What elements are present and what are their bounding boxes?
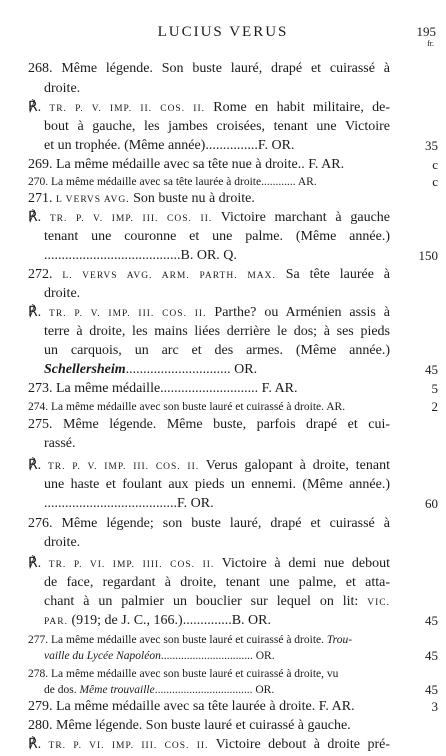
text-run: une haste et foulant aux pieds un ennemi. (Même année.)	[44, 477, 390, 492]
text-run: 278. La même médaille avec son buste lauré et cuirassé à droite, vu	[28, 668, 339, 680]
price-value: 150	[418, 248, 438, 263]
running-header	[0, 24, 446, 48]
price-value: 2	[431, 399, 438, 414]
text-line	[44, 80, 390, 100]
text-run: Rome en habit militaire, de-	[204, 100, 391, 115]
text-run: 271.	[28, 191, 56, 206]
text-line	[28, 555, 390, 575]
price-value: 5	[431, 381, 438, 396]
text-run: TR. P. V. IMP. II. COS. II.	[49, 104, 205, 114]
text-run: terre à droite, les mains liées derrière le dos; à ses pieds	[44, 324, 390, 339]
text-run: tenant une couronne et une palme. (Même année.)	[44, 229, 390, 244]
text-line	[28, 304, 390, 324]
text-line	[28, 698, 390, 718]
text-run: 277. La même médaille avec son buste lauré et cuirassé à droite.	[28, 634, 327, 646]
text-run: TR. P. V. IMP. III. COS. II.	[49, 309, 207, 319]
text-run: ......................................F. OR.	[44, 496, 214, 511]
text-line	[28, 416, 390, 436]
text-run: Sa tête laurée à	[275, 267, 391, 282]
text-run: Schellersheim	[44, 362, 126, 377]
text-line	[28, 99, 390, 119]
text-line	[44, 435, 390, 455]
text-line	[44, 647, 390, 667]
text-run: L VERVS AVG.	[56, 195, 130, 205]
price-value: c	[432, 174, 438, 189]
text-run: 280. Même légende. Son buste lauré et cuirassé à gauche.	[28, 718, 351, 733]
text-run: droite.	[44, 286, 81, 301]
text-run: .................................. OR.	[154, 684, 275, 696]
text-line	[44, 137, 390, 157]
text-line	[28, 398, 390, 418]
text-run: droite.	[44, 81, 81, 96]
text-run: L. VERVS AVG. ARM. PARTH. MAX.	[62, 271, 276, 281]
text-line	[44, 495, 390, 515]
text-line	[28, 515, 390, 535]
text-run: et un trophée. (Même année)...............F. OR.	[44, 138, 295, 153]
text-line	[44, 323, 390, 343]
price-value: 45	[425, 613, 438, 628]
text-run: Trou-	[326, 634, 353, 646]
text-line	[44, 228, 390, 248]
text-run: ℟.	[28, 556, 49, 571]
page-title: LUCIUS VERUS	[157, 24, 289, 40]
text-line	[44, 247, 390, 267]
text-line	[28, 736, 390, 756]
text-line	[28, 717, 390, 737]
currency-note: fr.	[427, 39, 434, 48]
text-run: ................................ OR.	[160, 650, 275, 662]
text-run: vaille du Lycée Napoléon	[44, 650, 161, 662]
price-value: 45	[425, 682, 438, 697]
page-number: 195	[416, 24, 436, 39]
text-run: TR. P. VI. IMP. III. COS. II.	[48, 741, 209, 751]
text-run: .......................................B. OR. Q.	[44, 248, 237, 263]
text-line	[44, 342, 390, 362]
text-run: Verus galopant à droite, tenant	[199, 458, 390, 473]
text-run: Victoire à demi nue debout	[214, 556, 390, 571]
text-run: Même trouvaille	[79, 684, 155, 696]
text-line	[44, 285, 390, 305]
text-run: (919; de J. C., 166.)..............B. OR.	[67, 613, 271, 628]
text-run: droite.	[44, 535, 81, 550]
text-run: VIC.	[367, 598, 390, 608]
text-line	[44, 118, 390, 138]
text-run: .............................. OR.	[125, 362, 258, 377]
text-run: 275. Même légende. Même buste, parfois drapé et cui-	[28, 417, 390, 432]
text-line	[28, 60, 390, 80]
price-value: 60	[425, 496, 438, 511]
text-line	[28, 209, 390, 229]
text-line	[44, 476, 390, 496]
text-run: de dos.	[44, 684, 80, 696]
text-run: PAR.	[44, 617, 68, 627]
text-run: ℟.	[28, 210, 50, 225]
text-run: TR. P. VI. IMP. IIII. COS. II.	[48, 560, 215, 570]
text-run: ℟.	[28, 100, 50, 115]
text-line	[44, 574, 390, 594]
text-run: TR. P. V. IMP. III. COS. II.	[47, 462, 200, 472]
text-run: 269. La même médaille avec sa tête nue à droite.. F. AR.	[28, 157, 345, 172]
text-run: chant à un palmier un bouclier sur lequel on lit:	[44, 594, 368, 609]
text-line	[28, 266, 390, 286]
text-run: ℟.	[28, 305, 50, 320]
price-value: 45	[425, 362, 438, 377]
text-line	[28, 457, 390, 477]
text-line	[44, 361, 390, 381]
text-run: Victoire marchant à gauche	[212, 210, 390, 225]
text-run: Victoire debout à droite pré-	[208, 737, 390, 752]
text-run: Son buste nu à droite.	[129, 191, 255, 206]
text-run: 272.	[28, 267, 63, 282]
text-run: de face, regardant à droite, tenant une palme, et atta-	[44, 575, 390, 590]
text-run: Parthe? ou Arménien assis à	[206, 305, 390, 320]
price-value: 45	[425, 648, 438, 663]
price-value: c	[432, 157, 438, 172]
text-line	[28, 190, 390, 210]
text-line	[44, 612, 390, 632]
text-run: 276. Même légende; son buste lauré, drapé et cuirassé à	[28, 516, 390, 531]
text-run: 268. Même légende. Son buste lauré, drapé et cuirassé à	[28, 61, 390, 76]
text-run: TR. P. V. IMP. III. COS. II.	[49, 214, 213, 224]
text-run: un carquois, un arc et des armes. (Même année.)	[44, 343, 390, 358]
text-run: ℟.	[28, 737, 49, 752]
text-run: bout à gauche, les jambes croisées, tenant une Victoire	[44, 119, 390, 134]
text-run: 273. La même médaille............................ F. AR.	[28, 381, 298, 396]
text-run: 270. La même médaille avec sa tête laurée à droite............ AR.	[28, 176, 317, 188]
text-run: rassé.	[44, 436, 76, 451]
text-line	[44, 534, 390, 554]
price-value: 35	[425, 138, 438, 153]
text-line	[44, 593, 390, 613]
text-run: ℟.	[28, 458, 48, 473]
text-run: 279. La même médaille avec sa tête laurée à droite. F. AR.	[28, 699, 355, 714]
price-value: 3	[431, 699, 438, 714]
text-run: 274. La même médaille avec son buste lauré et cuirassé à droite. AR.	[28, 401, 346, 413]
text-line	[28, 380, 390, 400]
